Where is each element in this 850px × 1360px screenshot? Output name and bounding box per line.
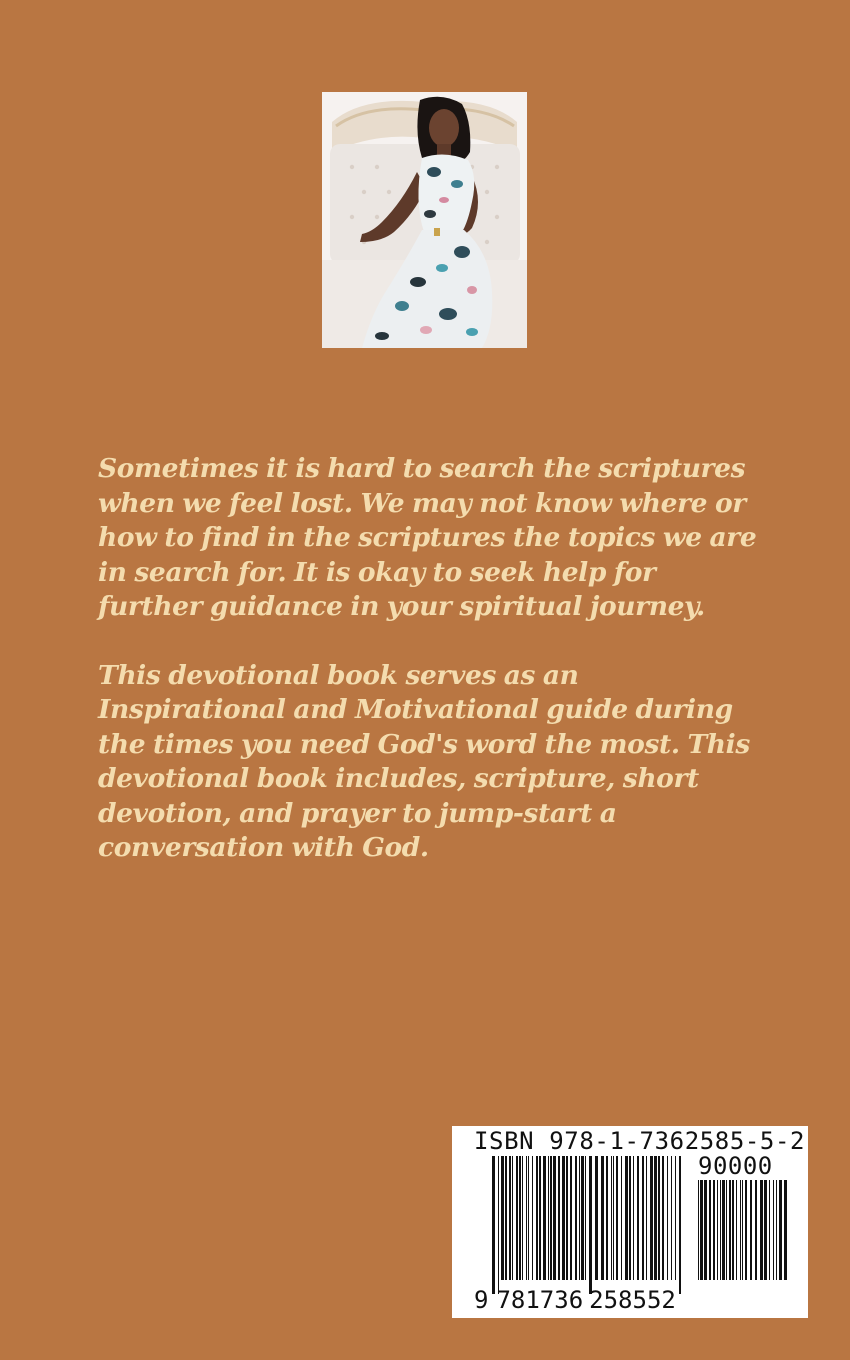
ean-first-digit: 9 xyxy=(474,1286,489,1314)
barcode-bar xyxy=(717,1180,718,1280)
barcode-bar xyxy=(662,1156,664,1280)
barcode-bar xyxy=(516,1156,518,1280)
barcode-bar xyxy=(579,1156,580,1280)
barcode-bar xyxy=(742,1180,743,1280)
barcode-bar xyxy=(732,1180,734,1280)
barcode-bar xyxy=(548,1156,549,1280)
barcode-bar xyxy=(532,1156,533,1280)
barcode-bar xyxy=(501,1156,504,1280)
barcode-bar xyxy=(562,1156,565,1280)
barcode-bar xyxy=(700,1180,703,1280)
barcode-bar xyxy=(658,1156,660,1280)
barcode-bar xyxy=(512,1156,513,1280)
barcode-bar xyxy=(528,1156,529,1280)
barcode-bar xyxy=(709,1180,711,1280)
barcode-bar xyxy=(550,1156,552,1280)
isbn-barcode xyxy=(452,1126,808,1318)
barcode-bar xyxy=(509,1156,511,1280)
barcode-bar xyxy=(519,1156,521,1280)
ean-right-group: 258552 xyxy=(589,1286,676,1314)
barcode-bar xyxy=(642,1156,644,1280)
addon-barcode-bars xyxy=(698,1180,790,1294)
barcode-bar xyxy=(713,1180,715,1280)
barcode-bar xyxy=(492,1156,495,1294)
barcode-bar xyxy=(773,1180,774,1280)
barcode-bar xyxy=(720,1180,721,1280)
barcode-bar xyxy=(764,1180,767,1280)
barcode-bar xyxy=(646,1156,647,1280)
barcode-bar xyxy=(566,1156,568,1280)
ean-barcode-bars xyxy=(492,1156,686,1294)
barcode-bar xyxy=(760,1180,763,1280)
barcode-bar xyxy=(558,1156,560,1280)
barcode-bar xyxy=(601,1156,604,1280)
barcode-bar xyxy=(526,1156,527,1280)
barcode-bar xyxy=(745,1180,747,1280)
barcode-bar xyxy=(736,1180,737,1280)
barcode-bar xyxy=(522,1156,523,1280)
barcode-bar xyxy=(613,1156,614,1280)
blurb-paragraph: This devotional book serves as an Inspirational and Motivational guide during the times you need God's word the most. This devotional book includes, scripture, short devotion, and prayer to jump-start a conversation with God. xyxy=(98,659,750,863)
barcode-bar xyxy=(633,1156,634,1280)
author-photo xyxy=(322,92,527,348)
barcode-bar xyxy=(667,1156,668,1280)
barcode-bar xyxy=(616,1156,618,1280)
barcode-bar xyxy=(581,1156,584,1280)
barcode-bar xyxy=(675,1156,676,1280)
barcode-bar xyxy=(595,1156,598,1280)
blurb-paragraph: Sometimes it is hard to search the scriptures when we feel lost. We may not know where or how to find in the scriptures the topics we are in search for. It is okay to seek help for further guidance in your spiritual journey. xyxy=(98,453,757,622)
barcode-bar xyxy=(575,1156,577,1280)
barcode-bar xyxy=(570,1156,572,1280)
barcode-bar xyxy=(704,1180,707,1280)
barcode-bar xyxy=(740,1180,741,1280)
barcode-bar xyxy=(606,1156,608,1280)
barcode-bar xyxy=(654,1156,657,1280)
ean-left-group: 781736 xyxy=(496,1286,584,1314)
barcode-bar xyxy=(729,1180,731,1280)
barcode-bar xyxy=(750,1180,752,1280)
barcode-bar xyxy=(625,1156,628,1280)
barcode-bar xyxy=(650,1156,653,1280)
barcode-bar xyxy=(589,1156,592,1294)
barcode-bar xyxy=(671,1156,672,1280)
barcode-bar xyxy=(698,1180,699,1280)
barcode-bar xyxy=(505,1156,507,1280)
barcode-bar xyxy=(722,1180,725,1280)
barcode-bar xyxy=(726,1180,727,1280)
barcode-bar xyxy=(755,1180,757,1280)
barcode-bar xyxy=(543,1156,546,1280)
ean-digits xyxy=(474,1286,676,1314)
barcode-bar xyxy=(498,1156,499,1294)
barcode-bar xyxy=(585,1156,586,1280)
barcode-bar xyxy=(776,1180,777,1280)
barcode-bar xyxy=(629,1156,631,1280)
barcode-bar xyxy=(679,1156,681,1294)
price-addon-number: 90000 xyxy=(698,1152,773,1180)
barcode-bar xyxy=(611,1156,612,1280)
barcode-bar xyxy=(637,1156,639,1280)
back-cover-blurb xyxy=(98,452,758,866)
barcode-bar xyxy=(536,1156,538,1280)
barcode-bar xyxy=(779,1180,782,1280)
barcode-bar xyxy=(784,1180,787,1280)
barcode-bar xyxy=(769,1180,770,1280)
isbn-label: ISBN 978-1-7362585-5-2 xyxy=(474,1127,806,1155)
barcode-bar xyxy=(621,1156,622,1280)
barcode-bar xyxy=(539,1156,541,1280)
barcode-bar xyxy=(553,1156,556,1280)
